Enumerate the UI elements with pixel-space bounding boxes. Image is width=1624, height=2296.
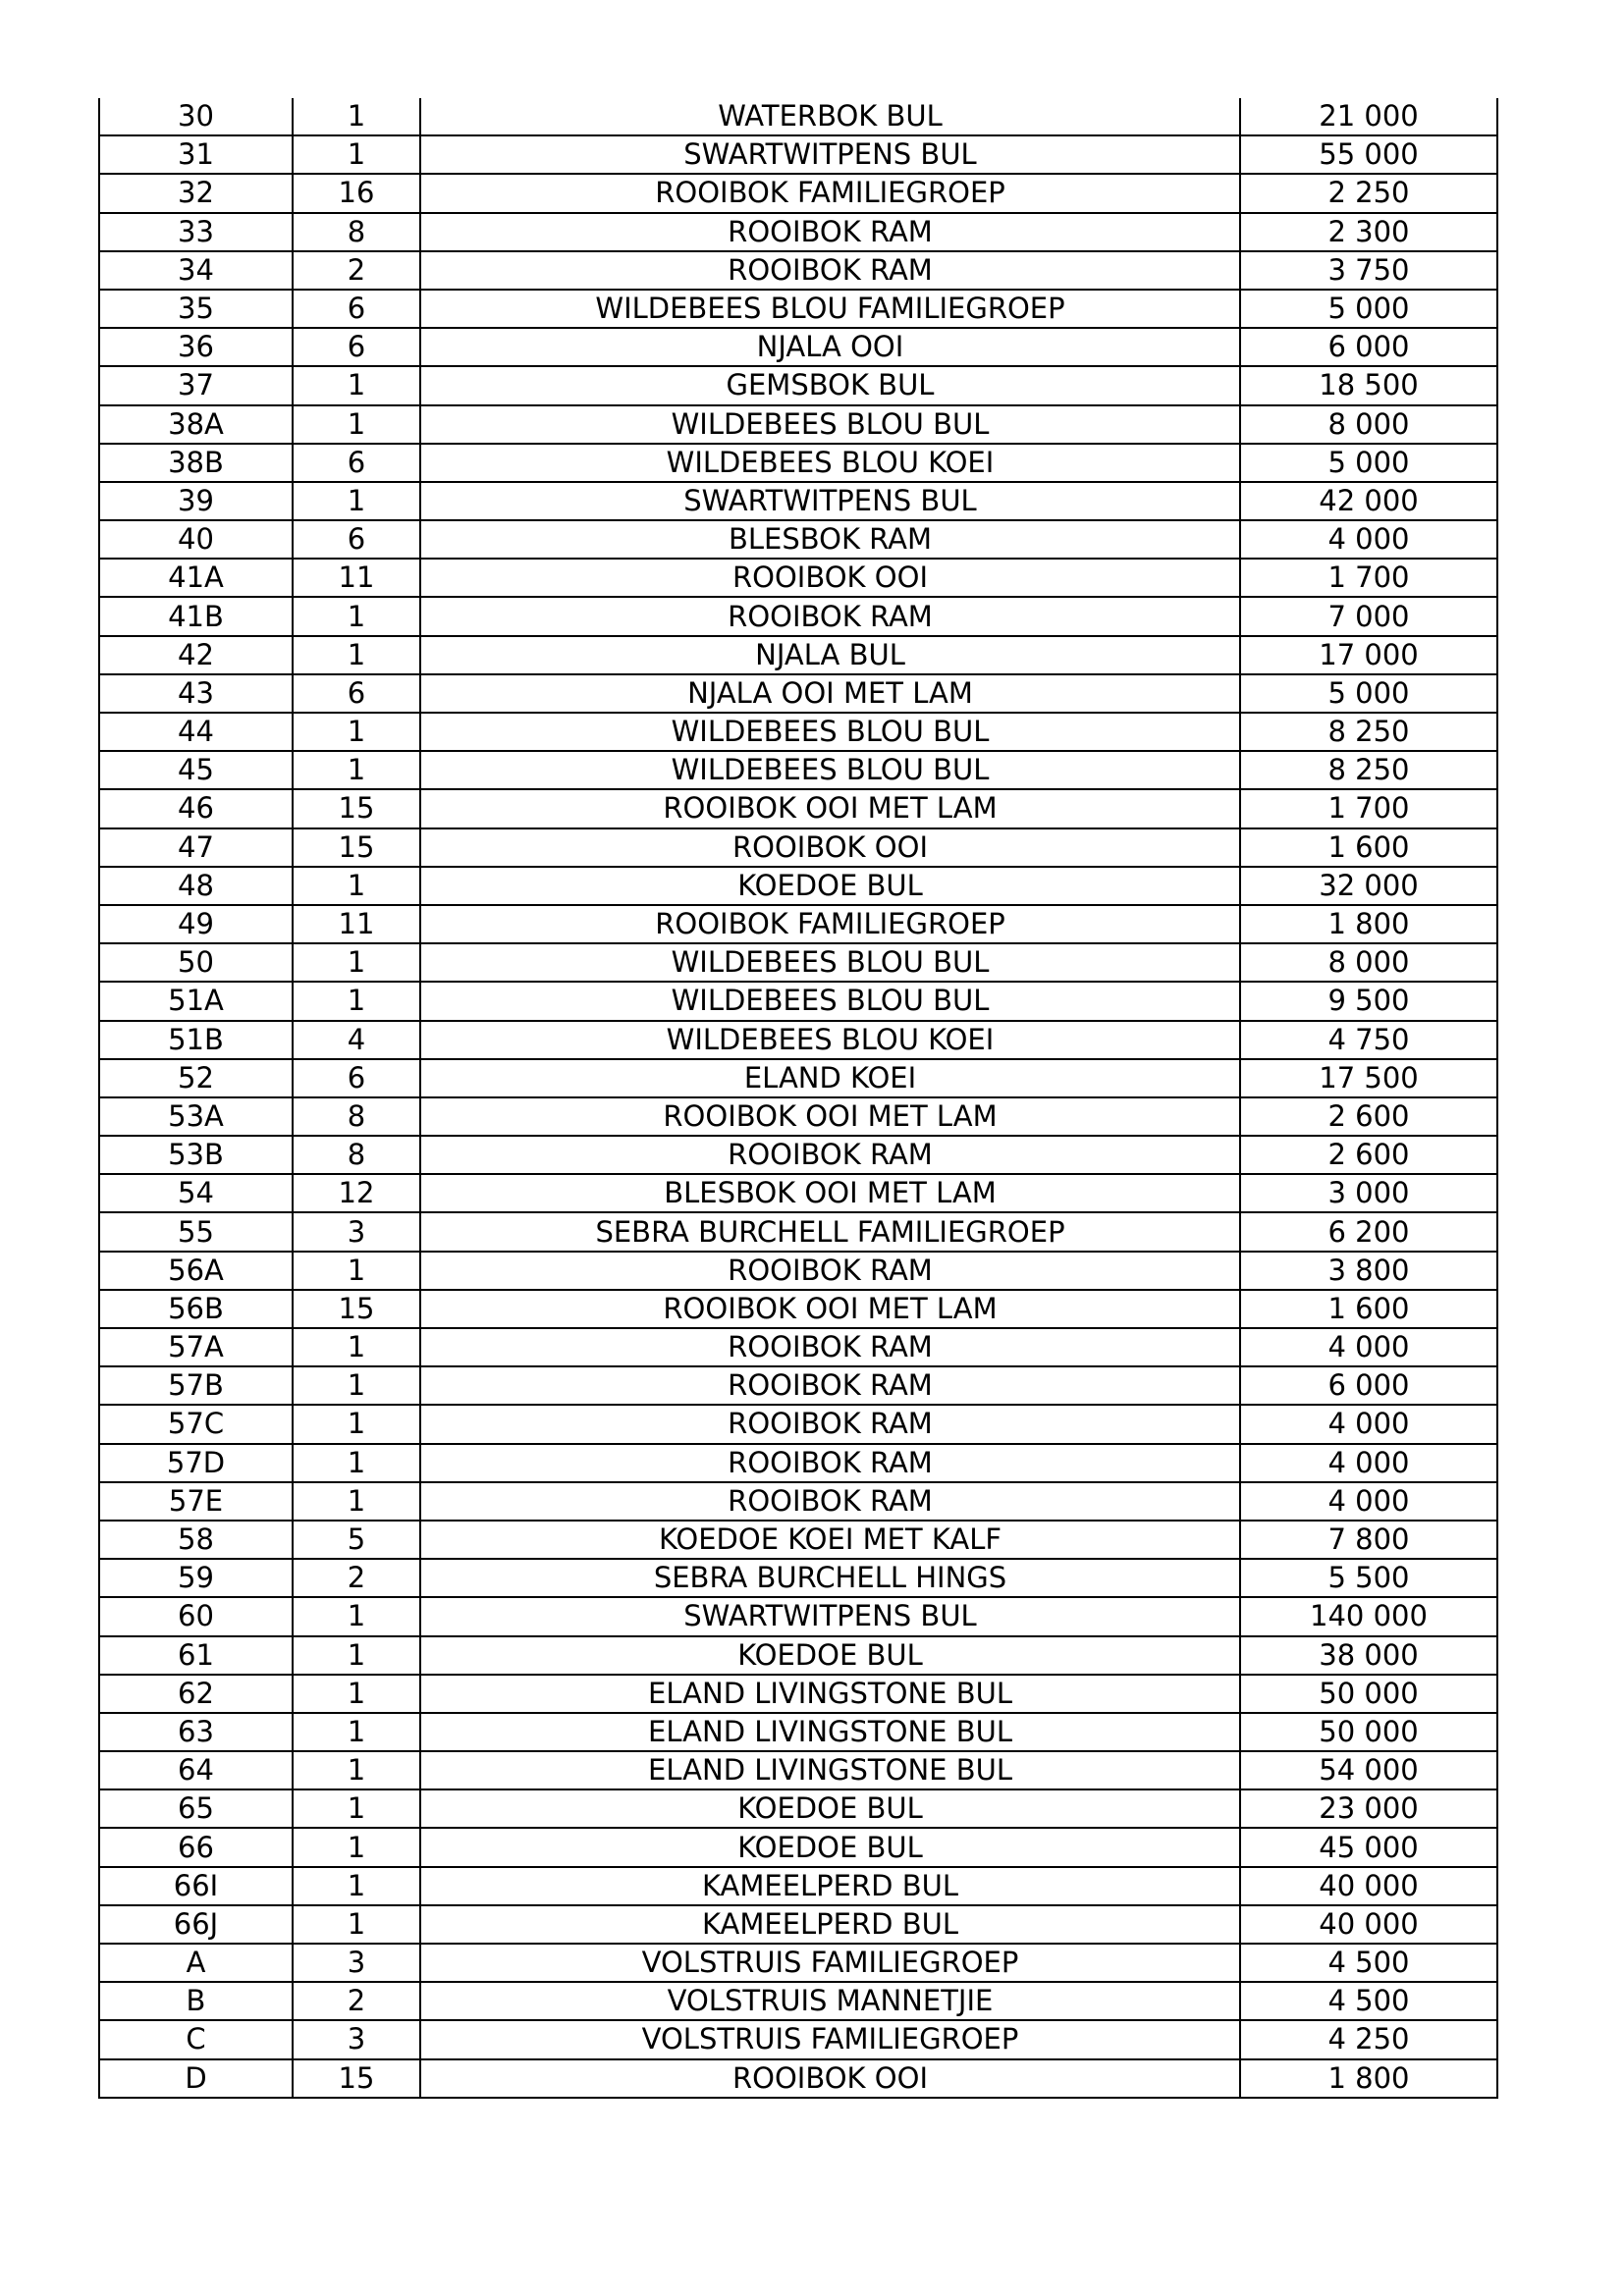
- price-cell: 8 250: [1240, 751, 1497, 789]
- table-row: [99, 135, 1497, 174]
- quantity-cell: 6: [293, 290, 420, 328]
- price-cell: 1 800: [1240, 2059, 1497, 2098]
- description-cell: ROOIBOK OOI: [420, 828, 1240, 867]
- description-cell: SWARTWITPENS BUL: [420, 1597, 1240, 1635]
- table-row: [99, 559, 1497, 597]
- price-cell: 50 000: [1240, 1713, 1497, 1751]
- description-cell: VOLSTRUIS FAMILIEGROEP: [420, 1944, 1240, 1982]
- table-row: [99, 1905, 1497, 1944]
- quantity-cell: 1: [293, 867, 420, 905]
- price-cell: 45 000: [1240, 1828, 1497, 1866]
- lot-number-cell: 63: [99, 1713, 293, 1751]
- price-cell: 4 000: [1240, 1405, 1497, 1443]
- table-row: [99, 674, 1497, 713]
- description-cell: VOLSTRUIS FAMILIEGROEP: [420, 2020, 1240, 2058]
- table-row: [99, 1444, 1497, 1482]
- lot-number-cell: C: [99, 2020, 293, 2058]
- quantity-cell: 8: [293, 213, 420, 251]
- description-cell: NJALA OOI: [420, 328, 1240, 366]
- table-row: [99, 98, 1497, 135]
- lot-number-cell: 57B: [99, 1366, 293, 1405]
- lot-number-cell: 58: [99, 1521, 293, 1559]
- description-cell: ROOIBOK RAM: [420, 1444, 1240, 1482]
- quantity-cell: 1: [293, 1905, 420, 1944]
- lot-number-cell: 66: [99, 1828, 293, 1866]
- table-row: [99, 1252, 1497, 1290]
- description-cell: ROOIBOK RAM: [420, 1405, 1240, 1443]
- quantity-cell: 1: [293, 1675, 420, 1713]
- description-cell: KOEDOE BUL: [420, 1828, 1240, 1866]
- lot-number-cell: 62: [99, 1675, 293, 1713]
- table-row: [99, 1174, 1497, 1212]
- table-row: [99, 1328, 1497, 1366]
- lot-number-cell: 30: [99, 98, 293, 135]
- lot-number-cell: 31: [99, 135, 293, 174]
- price-cell: 7 000: [1240, 597, 1497, 635]
- quantity-cell: 1: [293, 405, 420, 444]
- price-cell: 54 000: [1240, 1751, 1497, 1789]
- description-cell: VOLSTRUIS MANNETJIE: [420, 1982, 1240, 2020]
- price-cell: 42 000: [1240, 482, 1497, 520]
- table-row: [99, 1021, 1497, 1059]
- description-cell: ROOIBOK RAM: [420, 1328, 1240, 1366]
- price-cell: 4 500: [1240, 1982, 1497, 2020]
- table-row: [99, 1059, 1497, 1097]
- description-cell: KOEDOE BUL: [420, 1789, 1240, 1828]
- quantity-cell: 1: [293, 1444, 420, 1482]
- lot-number-cell: 49: [99, 905, 293, 943]
- quantity-cell: 1: [293, 636, 420, 674]
- lot-number-cell: 66J: [99, 1905, 293, 1944]
- lot-number-cell: 55: [99, 1212, 293, 1251]
- description-cell: WILDEBEES BLOU BUL: [420, 751, 1240, 789]
- lot-number-cell: 52: [99, 1059, 293, 1097]
- table-row: [99, 867, 1497, 905]
- description-cell: ROOIBOK RAM: [420, 1482, 1240, 1521]
- table-row: [99, 290, 1497, 328]
- price-cell: 3 000: [1240, 1174, 1497, 1212]
- price-cell: 5 000: [1240, 674, 1497, 713]
- price-cell: 3 800: [1240, 1252, 1497, 1290]
- table-row: [99, 1751, 1497, 1789]
- lot-number-cell: 42: [99, 636, 293, 674]
- price-cell: 7 800: [1240, 1521, 1497, 1559]
- price-cell: 2 250: [1240, 174, 1497, 212]
- description-cell: SWARTWITPENS BUL: [420, 135, 1240, 174]
- quantity-cell: 6: [293, 520, 420, 559]
- description-cell: KOEDOE KOEI MET KALF: [420, 1521, 1240, 1559]
- document-page: [98, 98, 1496, 2099]
- lot-number-cell: 41A: [99, 559, 293, 597]
- quantity-cell: 1: [293, 1636, 420, 1675]
- description-cell: ROOIBOK RAM: [420, 251, 1240, 290]
- quantity-cell: 1: [293, 1828, 420, 1866]
- lot-number-cell: 51B: [99, 1021, 293, 1059]
- description-cell: KAMEELPERD BUL: [420, 1867, 1240, 1905]
- lot-number-cell: D: [99, 2059, 293, 2098]
- description-cell: WILDEBEES BLOU KOEI: [420, 444, 1240, 482]
- quantity-cell: 15: [293, 828, 420, 867]
- table-row: [99, 789, 1497, 828]
- table-row: [99, 1867, 1497, 1905]
- lot-number-cell: 54: [99, 1174, 293, 1212]
- quantity-cell: 1: [293, 1366, 420, 1405]
- lot-number-cell: 61: [99, 1636, 293, 1675]
- price-cell: 40 000: [1240, 1905, 1497, 1944]
- lot-number-cell: 64: [99, 1751, 293, 1789]
- quantity-cell: 1: [293, 597, 420, 635]
- quantity-cell: 1: [293, 713, 420, 751]
- table-row: [99, 213, 1497, 251]
- table-row: [99, 444, 1497, 482]
- description-cell: KOEDOE BUL: [420, 867, 1240, 905]
- lot-number-cell: 43: [99, 674, 293, 713]
- table-row: [99, 1944, 1497, 1982]
- price-cell: 8 250: [1240, 713, 1497, 751]
- lot-number-cell: 45: [99, 751, 293, 789]
- lot-number-cell: 39: [99, 482, 293, 520]
- price-cell: 1 600: [1240, 828, 1497, 867]
- lot-number-cell: 46: [99, 789, 293, 828]
- table-row: [99, 1290, 1497, 1328]
- quantity-cell: 1: [293, 1252, 420, 1290]
- lot-number-cell: 35: [99, 290, 293, 328]
- description-cell: ELAND LIVINGSTONE BUL: [420, 1675, 1240, 1713]
- price-cell: 4 750: [1240, 1021, 1497, 1059]
- description-cell: ROOIBOK OOI MET LAM: [420, 1097, 1240, 1136]
- description-cell: ROOIBOK RAM: [420, 213, 1240, 251]
- description-cell: ROOIBOK OOI MET LAM: [420, 1290, 1240, 1328]
- price-cell: 4 250: [1240, 2020, 1497, 2058]
- quantity-cell: 1: [293, 1482, 420, 1521]
- table-row: [99, 174, 1497, 212]
- lot-number-cell: 37: [99, 366, 293, 404]
- table-row: [99, 713, 1497, 751]
- table-row: [99, 1482, 1497, 1521]
- lot-number-cell: 32: [99, 174, 293, 212]
- price-cell: 4 000: [1240, 520, 1497, 559]
- table-row: [99, 597, 1497, 635]
- quantity-cell: 8: [293, 1136, 420, 1174]
- description-cell: WILDEBEES BLOU BUL: [420, 943, 1240, 982]
- table-row: [99, 1405, 1497, 1443]
- table-row: [99, 1136, 1497, 1174]
- lot-number-cell: 36: [99, 328, 293, 366]
- quantity-cell: 1: [293, 98, 420, 135]
- description-cell: GEMSBOK BUL: [420, 366, 1240, 404]
- lot-number-cell: 53B: [99, 1136, 293, 1174]
- price-cell: 6 000: [1240, 1366, 1497, 1405]
- lot-number-cell: 33: [99, 213, 293, 251]
- quantity-cell: 1: [293, 1597, 420, 1635]
- lot-number-cell: 60: [99, 1597, 293, 1635]
- description-cell: ROOIBOK OOI: [420, 559, 1240, 597]
- lot-number-cell: 38A: [99, 405, 293, 444]
- description-cell: ELAND LIVINGSTONE BUL: [420, 1751, 1240, 1789]
- description-cell: ROOIBOK OOI: [420, 2059, 1240, 2098]
- quantity-cell: 1: [293, 1405, 420, 1443]
- price-cell: 5 500: [1240, 1559, 1497, 1597]
- description-cell: SEBRA BURCHELL FAMILIEGROEP: [420, 1212, 1240, 1251]
- quantity-cell: 1: [293, 366, 420, 404]
- table-row: [99, 2059, 1497, 2098]
- quantity-cell: 2: [293, 1982, 420, 2020]
- quantity-cell: 6: [293, 1059, 420, 1097]
- quantity-cell: 1: [293, 982, 420, 1020]
- description-cell: BLESBOK OOI MET LAM: [420, 1174, 1240, 1212]
- price-cell: 1 600: [1240, 1290, 1497, 1328]
- price-cell: 17 000: [1240, 636, 1497, 674]
- table-row: [99, 1559, 1497, 1597]
- lot-number-cell: 53A: [99, 1097, 293, 1136]
- quantity-cell: 15: [293, 789, 420, 828]
- lot-number-cell: 48: [99, 867, 293, 905]
- lot-number-cell: 56B: [99, 1290, 293, 1328]
- quantity-cell: 1: [293, 482, 420, 520]
- table-row: [99, 943, 1497, 982]
- quantity-cell: 6: [293, 674, 420, 713]
- table-row: [99, 520, 1497, 559]
- price-cell: 4 000: [1240, 1444, 1497, 1482]
- quantity-cell: 3: [293, 2020, 420, 2058]
- quantity-cell: 2: [293, 1559, 420, 1597]
- quantity-cell: 2: [293, 251, 420, 290]
- table-row: [99, 751, 1497, 789]
- price-cell: 40 000: [1240, 1867, 1497, 1905]
- description-cell: KAMEELPERD BUL: [420, 1905, 1240, 1944]
- table-row: [99, 1789, 1497, 1828]
- price-cell: 4 500: [1240, 1944, 1497, 1982]
- price-cell: 140 000: [1240, 1597, 1497, 1635]
- lot-number-cell: 59: [99, 1559, 293, 1597]
- price-cell: 3 750: [1240, 251, 1497, 290]
- price-cell: 6 200: [1240, 1212, 1497, 1251]
- quantity-cell: 1: [293, 943, 420, 982]
- price-cell: 50 000: [1240, 1675, 1497, 1713]
- table-row: [99, 1366, 1497, 1405]
- description-cell: WILDEBEES BLOU FAMILIEGROEP: [420, 290, 1240, 328]
- price-cell: 2 600: [1240, 1097, 1497, 1136]
- lot-number-cell: 44: [99, 713, 293, 751]
- quantity-cell: 1: [293, 751, 420, 789]
- quantity-cell: 11: [293, 559, 420, 597]
- price-cell: 2 300: [1240, 213, 1497, 251]
- description-cell: ROOIBOK RAM: [420, 597, 1240, 635]
- table-row: [99, 2020, 1497, 2058]
- description-cell: WILDEBEES BLOU BUL: [420, 405, 1240, 444]
- description-cell: ROOIBOK RAM: [420, 1136, 1240, 1174]
- price-cell: 1 800: [1240, 905, 1497, 943]
- table-row: [99, 251, 1497, 290]
- table-row: [99, 366, 1497, 404]
- description-cell: KOEDOE BUL: [420, 1636, 1240, 1675]
- description-cell: WILDEBEES BLOU BUL: [420, 982, 1240, 1020]
- quantity-cell: 5: [293, 1521, 420, 1559]
- price-cell: 8 000: [1240, 943, 1497, 982]
- description-cell: WATERBOK BUL: [420, 98, 1240, 135]
- price-cell: 38 000: [1240, 1636, 1497, 1675]
- price-cell: 32 000: [1240, 867, 1497, 905]
- lot-number-cell: 66I: [99, 1867, 293, 1905]
- price-cell: 23 000: [1240, 1789, 1497, 1828]
- lot-number-cell: 38B: [99, 444, 293, 482]
- table-row: [99, 905, 1497, 943]
- table-row: [99, 1713, 1497, 1751]
- lot-number-cell: A: [99, 1944, 293, 1982]
- quantity-cell: 8: [293, 1097, 420, 1136]
- table-row: [99, 982, 1497, 1020]
- table-row: [99, 1828, 1497, 1866]
- price-cell: 8 000: [1240, 405, 1497, 444]
- description-cell: WILDEBEES BLOU KOEI: [420, 1021, 1240, 1059]
- lot-number-cell: 47: [99, 828, 293, 867]
- table-row: [99, 1597, 1497, 1635]
- description-cell: NJALA OOI MET LAM: [420, 674, 1240, 713]
- quantity-cell: 15: [293, 2059, 420, 2098]
- table-row: [99, 1521, 1497, 1559]
- auction-lot-table: [98, 98, 1498, 2099]
- quantity-cell: 16: [293, 174, 420, 212]
- description-cell: ROOIBOK FAMILIEGROEP: [420, 905, 1240, 943]
- quantity-cell: 12: [293, 1174, 420, 1212]
- table-row: [99, 1636, 1497, 1675]
- price-cell: 17 500: [1240, 1059, 1497, 1097]
- price-cell: 1 700: [1240, 559, 1497, 597]
- quantity-cell: 6: [293, 328, 420, 366]
- table-row: [99, 1675, 1497, 1713]
- price-cell: 2 600: [1240, 1136, 1497, 1174]
- quantity-cell: 1: [293, 1867, 420, 1905]
- lot-number-cell: 34: [99, 251, 293, 290]
- quantity-cell: 1: [293, 1751, 420, 1789]
- price-cell: 9 500: [1240, 982, 1497, 1020]
- table-row: [99, 828, 1497, 867]
- quantity-cell: 15: [293, 1290, 420, 1328]
- description-cell: SWARTWITPENS BUL: [420, 482, 1240, 520]
- quantity-cell: 1: [293, 1713, 420, 1751]
- description-cell: NJALA BUL: [420, 636, 1240, 674]
- description-cell: ROOIBOK RAM: [420, 1366, 1240, 1405]
- lot-number-cell: 41B: [99, 597, 293, 635]
- table-row: [99, 328, 1497, 366]
- quantity-cell: 3: [293, 1212, 420, 1251]
- price-cell: 5 000: [1240, 444, 1497, 482]
- quantity-cell: 6: [293, 444, 420, 482]
- description-cell: ROOIBOK FAMILIEGROEP: [420, 174, 1240, 212]
- price-cell: 6 000: [1240, 328, 1497, 366]
- lot-number-cell: 51A: [99, 982, 293, 1020]
- quantity-cell: 1: [293, 1328, 420, 1366]
- description-cell: ROOIBOK OOI MET LAM: [420, 789, 1240, 828]
- lot-number-cell: B: [99, 1982, 293, 2020]
- price-cell: 21 000: [1240, 98, 1497, 135]
- lot-number-cell: 57A: [99, 1328, 293, 1366]
- quantity-cell: 1: [293, 135, 420, 174]
- table-row: [99, 1982, 1497, 2020]
- description-cell: ROOIBOK RAM: [420, 1252, 1240, 1290]
- table-row: [99, 636, 1497, 674]
- description-cell: BLESBOK RAM: [420, 520, 1240, 559]
- lot-number-cell: 57C: [99, 1405, 293, 1443]
- description-cell: SEBRA BURCHELL HINGS: [420, 1559, 1240, 1597]
- lot-number-cell: 57E: [99, 1482, 293, 1521]
- price-cell: 4 000: [1240, 1482, 1497, 1521]
- lot-number-cell: 65: [99, 1789, 293, 1828]
- table-row: [99, 1212, 1497, 1251]
- price-cell: 5 000: [1240, 290, 1497, 328]
- description-cell: WILDEBEES BLOU BUL: [420, 713, 1240, 751]
- lot-number-cell: 56A: [99, 1252, 293, 1290]
- table-row: [99, 405, 1497, 444]
- price-cell: 1 700: [1240, 789, 1497, 828]
- quantity-cell: 1: [293, 1789, 420, 1828]
- quantity-cell: 4: [293, 1021, 420, 1059]
- lot-table-body: [99, 98, 1497, 2098]
- price-cell: 55 000: [1240, 135, 1497, 174]
- table-row: [99, 482, 1497, 520]
- lot-number-cell: 57D: [99, 1444, 293, 1482]
- description-cell: ELAND LIVINGSTONE BUL: [420, 1713, 1240, 1751]
- lot-number-cell: 40: [99, 520, 293, 559]
- price-cell: 4 000: [1240, 1328, 1497, 1366]
- description-cell: ELAND KOEI: [420, 1059, 1240, 1097]
- quantity-cell: 11: [293, 905, 420, 943]
- lot-number-cell: 50: [99, 943, 293, 982]
- price-cell: 18 500: [1240, 366, 1497, 404]
- quantity-cell: 3: [293, 1944, 420, 1982]
- table-row: [99, 1097, 1497, 1136]
